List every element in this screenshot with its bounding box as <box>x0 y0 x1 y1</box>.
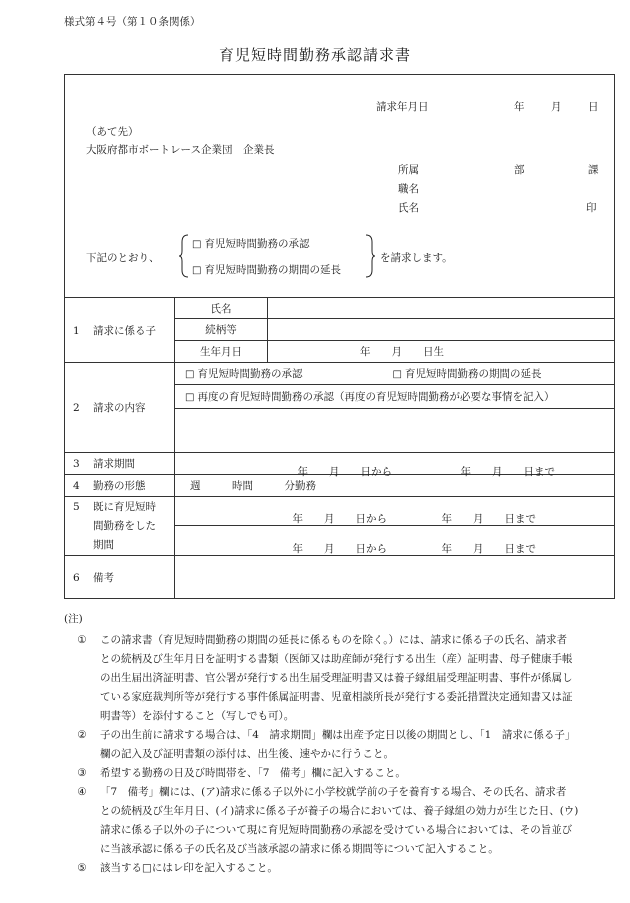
past-period-2[interactable]: 年 月 日から 年 月 日まで <box>175 526 615 556</box>
relation-field[interactable] <box>268 319 615 341</box>
note-line: ている家庭裁判所等が発行する事件係属証明書、児童相談所長が発行する委託措置決定通知書又は証 <box>100 691 573 703</box>
note-item <box>64 631 620 726</box>
content-options-row <box>175 363 615 385</box>
right-brace <box>364 234 376 278</box>
birth-field[interactable]: 年 月 日生 <box>268 341 615 363</box>
option-approval[interactable]: □ 育児短時間勤務の承認 <box>192 238 310 250</box>
note-number: ⑤ <box>77 862 87 874</box>
work-style-field[interactable]: 週 時間 分勤務 <box>175 475 615 497</box>
note-number: ④ <box>77 786 87 798</box>
addressee: 大阪府都市ボートレース企業団 企業長 <box>86 144 275 156</box>
note-line: に当該承認に係る子の氏名及び当該承認の請求に係る期間等について記入すること。 <box>100 843 499 855</box>
seal-mark: 印 <box>586 202 597 214</box>
option-content-approval[interactable]: □ 育児短時間勤務の承認 <box>185 368 303 380</box>
note-line: 該当する□にはレ印を記入すること。 <box>100 862 278 874</box>
notes-section <box>64 610 620 878</box>
note-text <box>100 783 620 859</box>
section-4-label: 4 勤務の形態 <box>65 475 175 497</box>
renewal-reason-field[interactable] <box>175 409 615 453</box>
year-label: 年 <box>514 101 525 113</box>
ka-label: 課 <box>588 164 599 176</box>
section-3-label: 3 請求期間 <box>65 453 175 475</box>
section-6-label: 6 備考 <box>65 556 175 599</box>
post-label: 職名 <box>398 183 419 195</box>
remarks-field[interactable] <box>175 556 615 599</box>
note-line: 希望する勤務の日及び時間帯を、「7 備考」欄に記入すること。 <box>100 767 406 779</box>
checkbox-icon[interactable]: □ <box>192 265 202 276</box>
request-details-table <box>64 297 615 599</box>
option-content-extension[interactable]: □ 育児短時間勤務の期間の延長 <box>392 368 542 380</box>
name-label: 氏名 <box>398 202 419 214</box>
lead-text: 下記のとおり、 <box>86 252 160 264</box>
note-line: の出生届出済証明書、官公署が発行する出生届受理証明書又は養子縁組届受理証明書、事件が係属し <box>100 672 573 684</box>
checkbox-icon[interactable]: □ <box>192 239 202 250</box>
note-item <box>64 783 620 859</box>
note-line: 子の出生前に請求する場合は、「4 請求期間」欄は出産予定日以後の期間とし、「1 請求に係る子」 <box>100 729 576 741</box>
trail-text: を請求します。 <box>380 252 453 264</box>
note-number: ② <box>77 729 87 741</box>
past-period-1[interactable]: 年 月 日から 年 月 日まで <box>175 497 615 526</box>
relation-label: 続柄等 <box>175 319 268 341</box>
note-line: との続柄及び生年月日、(イ)請求に係る子が養子の場合においては、養子縁組の効力が生じた日、(ウ) <box>100 805 579 817</box>
note-line: この請求書（育児短時間勤務の期間の延長に係るものを除く。）には、請求に係る子の氏名、請求者 <box>100 634 568 646</box>
note-item <box>64 726 620 764</box>
day-label: 日 <box>588 101 599 113</box>
section-5-label: 5 既に育児短時 間勤務をした 期間 <box>65 497 175 556</box>
note-number: ③ <box>77 767 87 779</box>
child-name-label: 氏名 <box>175 298 268 319</box>
section-2-label: 2 請求の内容 <box>65 363 175 453</box>
dept-label: 所属 <box>398 164 419 176</box>
notes-heading: (注) <box>64 613 83 625</box>
bu-label: 部 <box>514 164 525 176</box>
notes-list <box>64 631 620 878</box>
note-line: 「7 備考」欄には、(ア)請求に係る子以外に小学校就学前の子を養育する場合、その氏名、請求者 <box>100 786 567 798</box>
section-1-label: 1 請求に係る子 <box>65 298 175 363</box>
note-item <box>64 764 620 783</box>
note-text <box>100 631 620 726</box>
note-line: との続柄及び生年月日を証明する書類（医師又は助産師が発行する出生（産）証明書、母子健康手帳 <box>100 653 573 665</box>
option-extension[interactable]: □ 育児短時間勤務の期間の延長 <box>192 264 341 276</box>
request-date-label: 請求年月日 <box>376 101 429 113</box>
note-text <box>100 859 620 878</box>
option-content-renewal[interactable]: □ 再度の育児短時間勤務の承認（再度の育児短時間勤務が必要な事情を記入） <box>175 385 615 409</box>
addressee-label: （あて先） <box>86 126 139 138</box>
note-line: 請求に係る子以外の子について現に育児短時間勤務の承認を受けている場合においては、その旨並び <box>100 824 573 836</box>
note-text <box>100 726 620 764</box>
month-label: 月 <box>551 101 562 113</box>
left-brace <box>178 234 190 278</box>
request-period-field[interactable]: 年 月 日から 年 月 日まで <box>175 453 615 475</box>
document-title: 育児短時間勤務承認請求書 <box>218 46 411 64</box>
note-item <box>64 859 620 878</box>
note-text <box>100 764 620 783</box>
form-number: 様式第４号（第１０条関係） <box>64 16 201 28</box>
note-number: ① <box>77 634 87 646</box>
note-line: 欄の記入及び証明書類の添付は、出生後、速やかに行うこと。 <box>100 748 394 760</box>
child-name-field[interactable] <box>268 298 615 319</box>
note-line: 明書等）を添付すること（写しでも可）。 <box>100 710 295 722</box>
birth-label: 生年月日 <box>175 341 268 363</box>
